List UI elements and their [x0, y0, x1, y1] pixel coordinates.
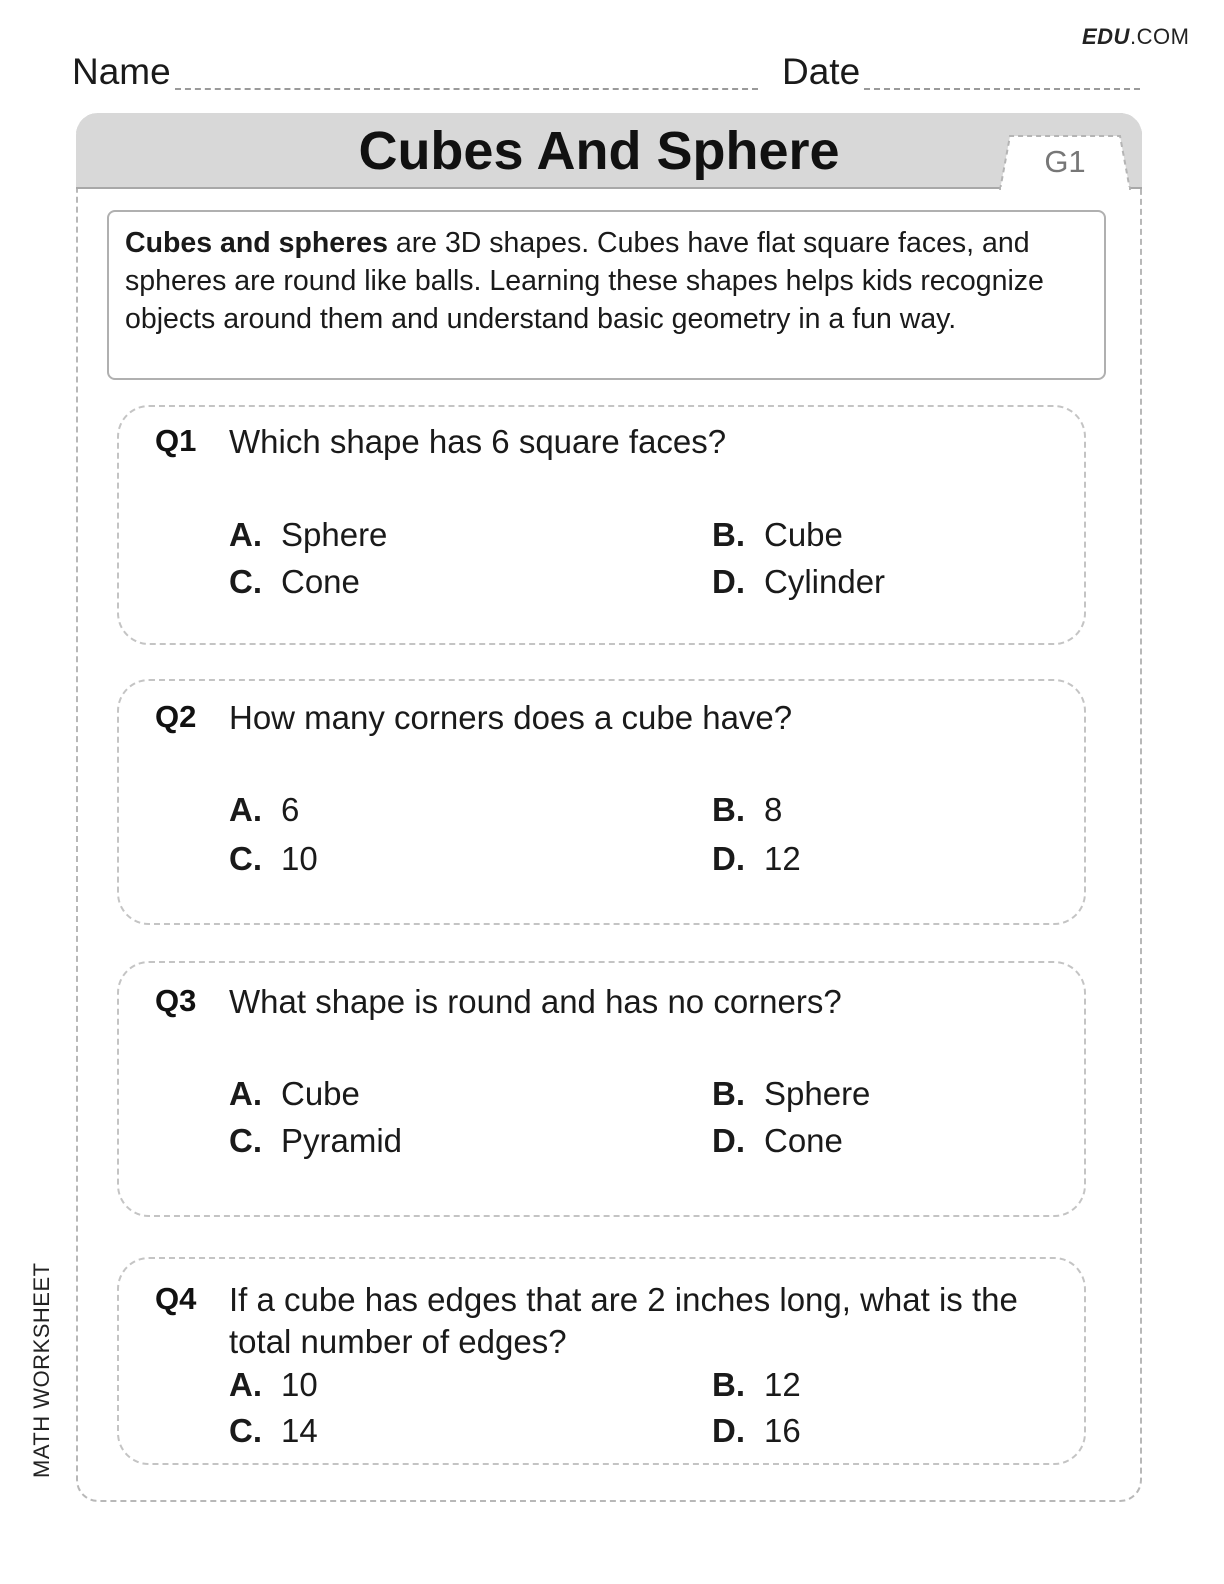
option-letter: A.: [229, 1075, 262, 1112]
option-text: Cylinder: [764, 563, 886, 600]
date-line[interactable]: [864, 52, 1140, 90]
option-a[interactable]: [229, 514, 387, 556]
option-d[interactable]: [712, 1120, 843, 1162]
option-letter: B.: [712, 1366, 745, 1403]
name-field[interactable]: [72, 52, 758, 90]
logo-bold: EDU: [1082, 24, 1130, 49]
question-card-1: [117, 405, 1086, 645]
option-letter: D.: [712, 563, 745, 600]
option-text: Pyramid: [281, 1122, 403, 1159]
option-text: Cube: [764, 516, 843, 553]
option-letter: C.: [229, 1122, 262, 1159]
question-card-2: [117, 679, 1086, 925]
date-field[interactable]: [782, 52, 1140, 90]
logo-suffix: .COM: [1129, 24, 1190, 49]
intro-bold-lead: Cubes and spheres: [125, 227, 388, 259]
option-text: Cube: [281, 1075, 360, 1112]
option-text: Sphere: [281, 516, 388, 553]
intro-paragraph: [107, 210, 1106, 380]
option-letter: C.: [229, 840, 262, 877]
option-a[interactable]: [229, 1364, 318, 1406]
question-card-3: [117, 961, 1086, 1217]
option-letter: B.: [712, 1075, 745, 1112]
grade-label: G1: [1044, 144, 1086, 179]
option-d[interactable]: [712, 1410, 801, 1452]
option-letter: A.: [229, 791, 262, 828]
question-text: How many corners does a cube have?: [229, 699, 793, 736]
option-a[interactable]: [229, 789, 299, 831]
option-letter: D.: [712, 1122, 745, 1159]
option-text: 10: [281, 840, 318, 877]
option-c[interactable]: [229, 561, 360, 603]
option-letter: C.: [229, 563, 262, 600]
question-number: Q2: [155, 699, 197, 734]
option-b[interactable]: [712, 1073, 870, 1115]
option-letter: D.: [712, 840, 745, 877]
question-text: What shape is round and has no corners?: [229, 983, 842, 1020]
question-card-4: [117, 1257, 1086, 1465]
intro-text: are 3D shapes. Cubes have flat square faces, and spheres are round like balls. Learning these shapes helps kids recognize objects around them and understand basic geometry in a fun way.: [125, 227, 1044, 335]
question-text: Which shape has 6 square faces?: [229, 423, 727, 460]
option-letter: C.: [229, 1412, 262, 1449]
option-letter: B.: [712, 516, 745, 553]
option-letter: D.: [712, 1412, 745, 1449]
option-text: 12: [764, 1366, 801, 1403]
edu-logo: [1082, 24, 1189, 50]
worksheet-title: Cubes And Sphere: [358, 121, 840, 181]
option-letter: B.: [712, 791, 745, 828]
option-text: 12: [764, 840, 801, 877]
name-label: Name: [72, 51, 171, 92]
date-label: Date: [782, 51, 861, 92]
option-b[interactable]: [712, 789, 782, 831]
option-text: 10: [281, 1366, 318, 1403]
option-letter: A.: [229, 516, 262, 553]
option-text: Sphere: [764, 1075, 871, 1112]
question-number: Q4: [155, 1281, 197, 1316]
option-c[interactable]: [229, 1120, 402, 1162]
question-number: Q1: [155, 423, 197, 458]
option-text: Cone: [764, 1122, 843, 1159]
option-letter: A.: [229, 1366, 262, 1403]
side-label: MATH WORKSHEET: [29, 1262, 54, 1478]
option-text: 8: [764, 791, 783, 828]
option-d[interactable]: [712, 561, 885, 603]
question-number: Q3: [155, 983, 197, 1018]
grade-tab: [998, 134, 1132, 190]
option-b[interactable]: [712, 514, 843, 556]
name-line[interactable]: [175, 52, 758, 90]
option-a[interactable]: [229, 1073, 360, 1115]
option-text: 16: [764, 1412, 801, 1449]
question-text: If a cube has edges that are 2 inches long, what is the total number of edges?: [229, 1281, 1018, 1360]
option-d[interactable]: [712, 838, 801, 880]
option-text: 6: [281, 791, 300, 828]
option-c[interactable]: [229, 1410, 318, 1452]
option-text: Cone: [281, 563, 360, 600]
option-b[interactable]: [712, 1364, 801, 1406]
option-c[interactable]: [229, 838, 318, 880]
option-text: 14: [281, 1412, 318, 1449]
